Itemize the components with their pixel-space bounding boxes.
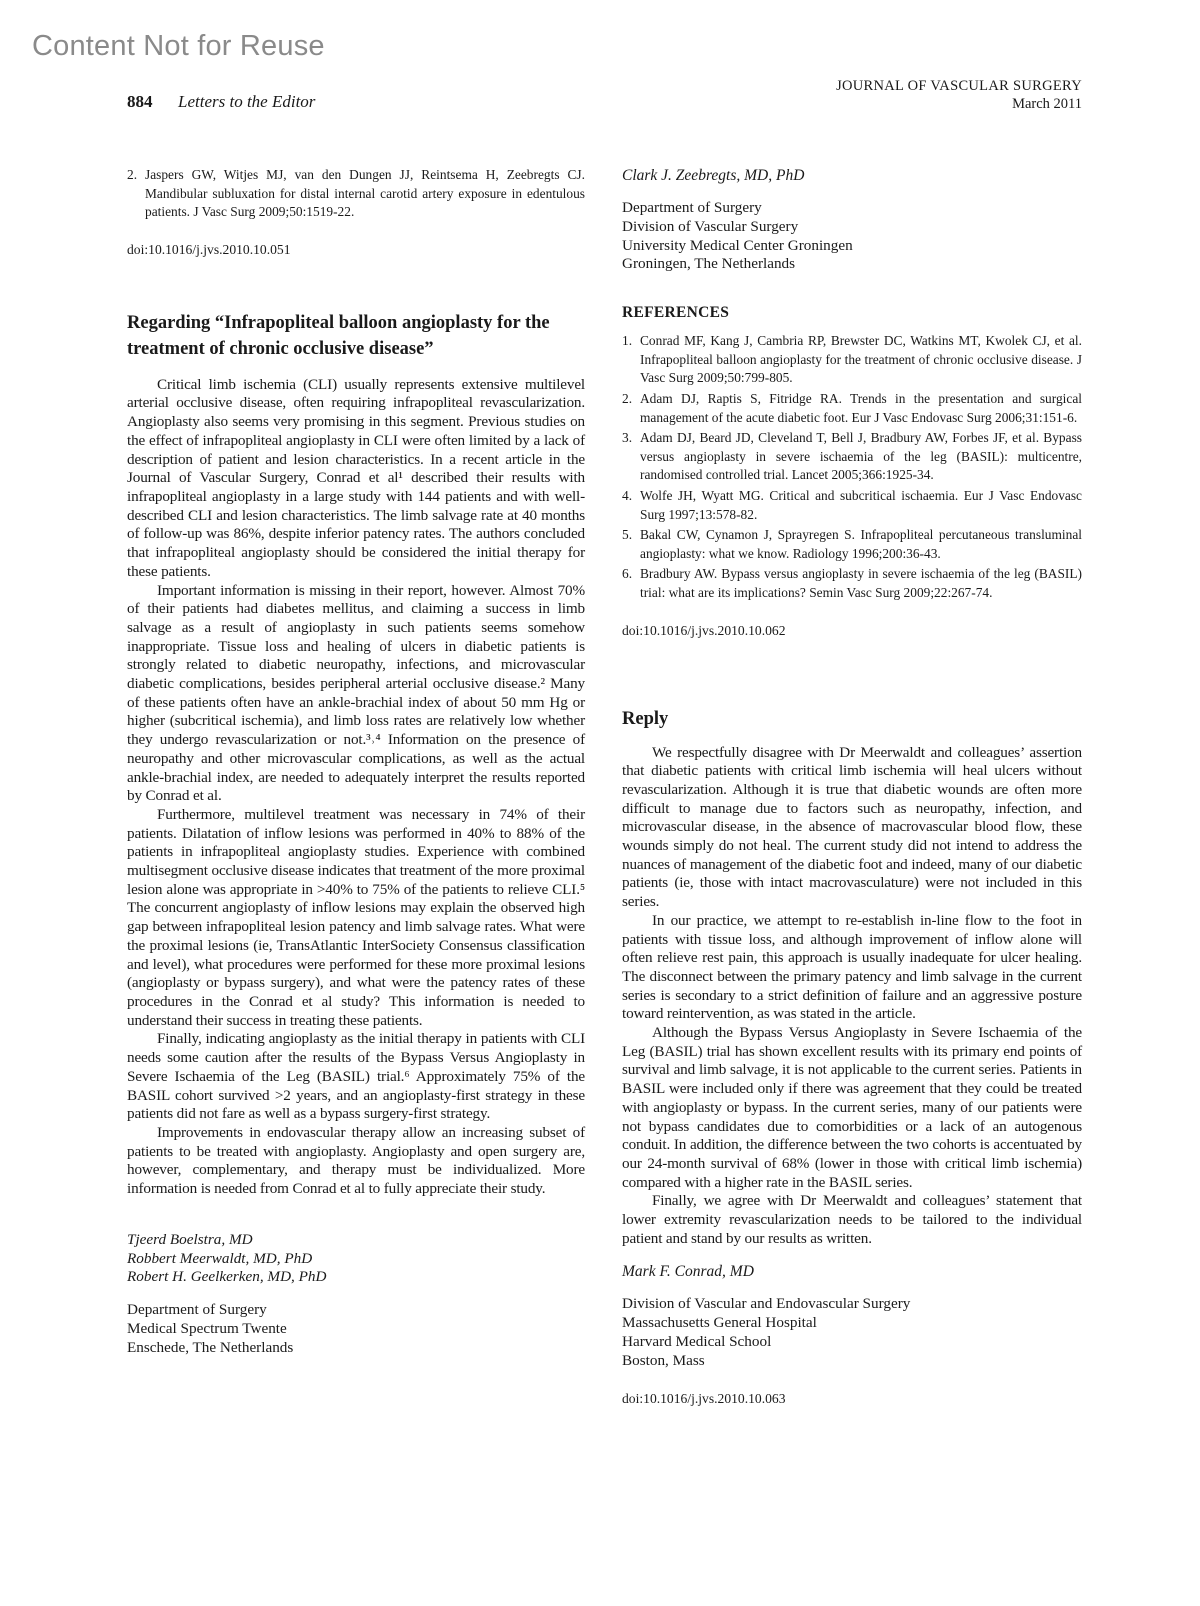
watermark: Content Not for Reuse — [32, 30, 325, 62]
signer-name: Clark J. Zeebregts, MD, PhD — [622, 167, 805, 184]
reference-item — [622, 487, 1082, 524]
letter-paragraph: Important information is missing in their report, however. Almost 70% of their patients had diabetes mellitus, and claiming a success in limb salvage as a result of angioplasty in such patients seems somehow inappropriate. Tissue loss and healing of ulcers in diabetic patients is strongly related to diabetic neuropathy, infections, and microvascular diabetic complications, besides peripheral arterial occlusive disease.² Many of these patients often have an ankle-brachial index of about 50 mm Hg or higher (subcritical ischemia), and limb loss rates are relatively low whether they undergo revascularization or not.³˒⁴ Information on the presence of neuropathy and other microvascular complications, as well as the actual ankle-brachial index, are needed to adequately interpret the results reported by Conrad et al. — [127, 581, 585, 805]
references-heading: REFERENCES — [622, 304, 730, 322]
reference-text: Wolfe JH, Wyatt MG. Critical and subcritical ischaemia. Eur J Vasc Endovasc Surg 1997;13:578-82. — [640, 487, 1082, 522]
affiliation-line: University Medical Center Groningen — [622, 236, 853, 254]
reference-number: 1. — [622, 333, 633, 349]
letter-paragraph: Furthermore, multilevel treatment was necessary in 74% of their patients. Dilatation of inflow lesions was performed in 40% to 88% of the patients in infrapopliteal angioplasty studies. Experience with combined multisegment occlusive disease indicates that treatment of the more proximal lesion alone was appropriate in >40% to 75% of the patients to relieve CLI.⁵ The concurrent angioplasty of inflow lesions may explain the observed high gap between infrapopliteal lesion patency and limb salvage rates. What were the proximal lesions (ie, TransAtlantic InterSociety Consensus classification and level), what procedures were performed for these more proximal lesions (angioplasty or bypass surgery), and what were the patency rates of these procedures in the Conrad et al study? This information is needed to understand their success in treating these patients. — [127, 805, 586, 1029]
reference-number: 6. — [622, 566, 633, 582]
letter-authors — [127, 1231, 585, 1287]
reply-paragraph: Finally, we agree with Dr Meerwaldt and colleagues’ statement that lower extremity revascularization needs to be tailored to the individual patient and stand by our results as written. — [622, 1192, 1082, 1247]
reply-signer-name: Mark F. Conrad, MD — [622, 1263, 754, 1281]
journal-issue: March 2011 — [1012, 96, 1082, 112]
previous-doi: doi:10.1016/j.jvs.2010.10.051 — [127, 241, 291, 257]
reply-paragraph: We respectfully disagree with Dr Meerwaldt and colleagues’ assertion that diabetic patients with critical limb ischemia will heal ulcers without revascularization. Although it is true that diabetic wounds are often more difficult to manage due to factors such as neuropathy, infection, and microvascular disease, in the absence of macrovascular blood flow, these wounds simply do not heal. The current study did not intend to address the nuances of management of the diabetic foot and indeed, many of our diabetic patients (ie, those with intact macrovasculature) were not included in this series. — [622, 743, 1082, 911]
reference-item — [622, 429, 1082, 485]
reference-number: 2. — [622, 390, 633, 406]
affiliation-line: Division of Vascular Surgery — [622, 217, 799, 235]
reference-text: Adam DJ, Raptis S, Fitridge RA. Trends in the presentation and surgical management of the acute diabetic foot. Eur J Vasc Endovasc Surg 2006;31:151-6. — [640, 390, 1082, 425]
reference-text: Jaspers GW, Witjes MJ, van den Dungen JJ, Reintsema H, Zeebregts CJ. Mandibular subluxation for distal internal carotid artery exposure in edentulous patients. J Vasc Surg 2009;50:1519-22. — [145, 167, 585, 220]
affiliation-line: Groningen, The Netherlands — [622, 255, 796, 273]
reply-affiliation — [622, 1295, 1082, 1370]
letter-paragraph: Finally, indicating angioplasty as the initial therapy in patients with CLI needs some caution after the results of the Bypass Versus Angioplasty in Severe Ischaemia of the Leg (BASIL) trial.⁶ Approximately 75% of the BASIL cohort survived >2 years, and an angioplasty-first strategy in these patients did not fare as well as a bypass surgery-first strategy. — [127, 1030, 585, 1123]
reference-number: 2. — [127, 167, 138, 182]
reference-number: 5. — [622, 527, 633, 543]
reference-text: Bradbury AW. Bypass versus angioplasty in severe ischaemia of the leg (BASIL) trial: what are its implications? Semin Vasc Surg 2009;22:267-74. — [640, 566, 1082, 600]
affiliation-line: Enschede, The Netherlands — [127, 1338, 294, 1356]
reference-text: Adam DJ, Beard JD, Cleveland T, Bell J, Bradbury AW, Forbes JF, et al. Bypass versus angioplasty in severe ischaemia of the leg (BASIL): multicentre, randomised controlled trial. Lancet 2005;366:1925-34. — [640, 430, 1082, 483]
reference-item — [622, 526, 1082, 563]
running-head: Letters to the Editor — [178, 92, 316, 111]
affiliation-line: Boston, Mass — [622, 1351, 705, 1369]
page-number: 884 — [127, 92, 153, 111]
reference-number: 4. — [622, 487, 633, 503]
letter-title: Regarding “Infrapopliteal balloon angioplasty for the treatment of chronic occlusive disease” — [127, 312, 550, 359]
journal-name: JOURNAL OF VASCULAR SURGERY — [836, 78, 1082, 94]
right-column — [622, 166, 1082, 1407]
affiliation-line: Massachusetts General Hospital — [622, 1314, 817, 1332]
letter-affiliation — [127, 1301, 585, 1357]
reply-paragraph: In our practice, we attempt to re-establish in-line flow to the foot in patients with tissue loss, and although improvement of inflow alone will often relieve rest pain, this approach is usually inadequate for ulcer healing. The disconnect between the primary patency and limb salvage in the current series is secondary to a strict definition of failure and an aggressive posture toward reintervention, as was stated in the article. — [622, 911, 1082, 1023]
letter-paragraph: Critical limb ischemia (CLI) usually represents extensive multilevel arterial occlusive disease, often requiring infrapopliteal revascularization. Angioplasty also seems very promising in this segment. Previous studies on the effect of infrapopliteal angioplasty in CLI were often limited by a lack of description of patient and lesion characteristics. In a recent article in the Journal of Vascular Surgery, Conrad et al¹ described their results with infrapopliteal angioplasty in a large study with 144 patients and with well-described CLI and lesion characteristics. The limb salvage rate at 40 months of follow-up was 86%, despite inferior patency rates. The authors concluded that infrapopliteal angioplasty should be considered the initial therapy for these patients. — [127, 375, 585, 580]
affiliation-line: Division of Vascular and Endovascular Surgery — [622, 1295, 911, 1313]
reference-text: Conrad MF, Kang J, Cambria RP, Brewster DC, Watkins MT, Kwolek CJ, et al. Infrapopliteal balloon angioplasty for the treatment of chronic occlusive disease. J Vasc Surg 2009;50:799-805. — [640, 333, 1082, 386]
author-name: Robert H. Geelkerken, MD, PhD — [127, 1268, 327, 1286]
author-name: Tjeerd Boelstra, MD — [127, 1230, 253, 1248]
left-column — [127, 166, 585, 1358]
previous-reference — [127, 166, 585, 222]
letter-paragraph: Improvements in endovascular therapy allow an increasing subset of patients to be treated with angioplasty. Angioplasty and open surgery are, however, complementary, and therapy must be individualized. More information is needed from Conrad et al to fully appreciate their study. — [127, 1123, 585, 1198]
references-list — [622, 332, 1082, 602]
reference-item — [622, 332, 1082, 388]
journal-block — [836, 77, 1082, 113]
affiliation-line: Department of Surgery — [622, 199, 762, 216]
author-name: Robbert Meerwaldt, MD, PhD — [127, 1249, 313, 1267]
reference-item — [622, 565, 1082, 602]
reply-title: Reply — [622, 708, 669, 729]
affiliation-line: Department of Surgery — [127, 1301, 267, 1319]
reference-number: 3. — [622, 430, 633, 446]
reply-doi: doi:10.1016/j.jvs.2010.10.063 — [622, 1390, 786, 1406]
reference-text: Bakal CW, Cynamon J, Sprayregen S. Infrapopliteal percutaneous transluminal angioplasty: what we know. Radiology 1996;200:36-43. — [640, 527, 1082, 561]
letter-doi: doi:10.1016/j.jvs.2010.10.062 — [622, 622, 786, 638]
reference-item — [622, 390, 1082, 427]
reply-paragraph: Although the Bypass Versus Angioplasty in Severe Ischaemia of the Leg (BASIL) trial has shown excellent results with its primary end points of survival and limb salvage, it is not applicable to the current series. Patients in BASIL were included only if there was agreement that they could be treated with angioplasty or bypass. In the current series, many of our patients were not bypass candidates due to comorbidities or a lack of an autogenous conduit. In addition, the difference between the two cohorts is accentuated by our 24-month survival of 68% (lower in those with critical limb ischemia) compared with a higher rate in the BASIL series. — [622, 1024, 1082, 1191]
signer-affiliation — [622, 199, 1082, 274]
affiliation-line: Medical Spectrum Twente — [127, 1319, 287, 1337]
affiliation-line: Harvard Medical School — [622, 1333, 772, 1351]
